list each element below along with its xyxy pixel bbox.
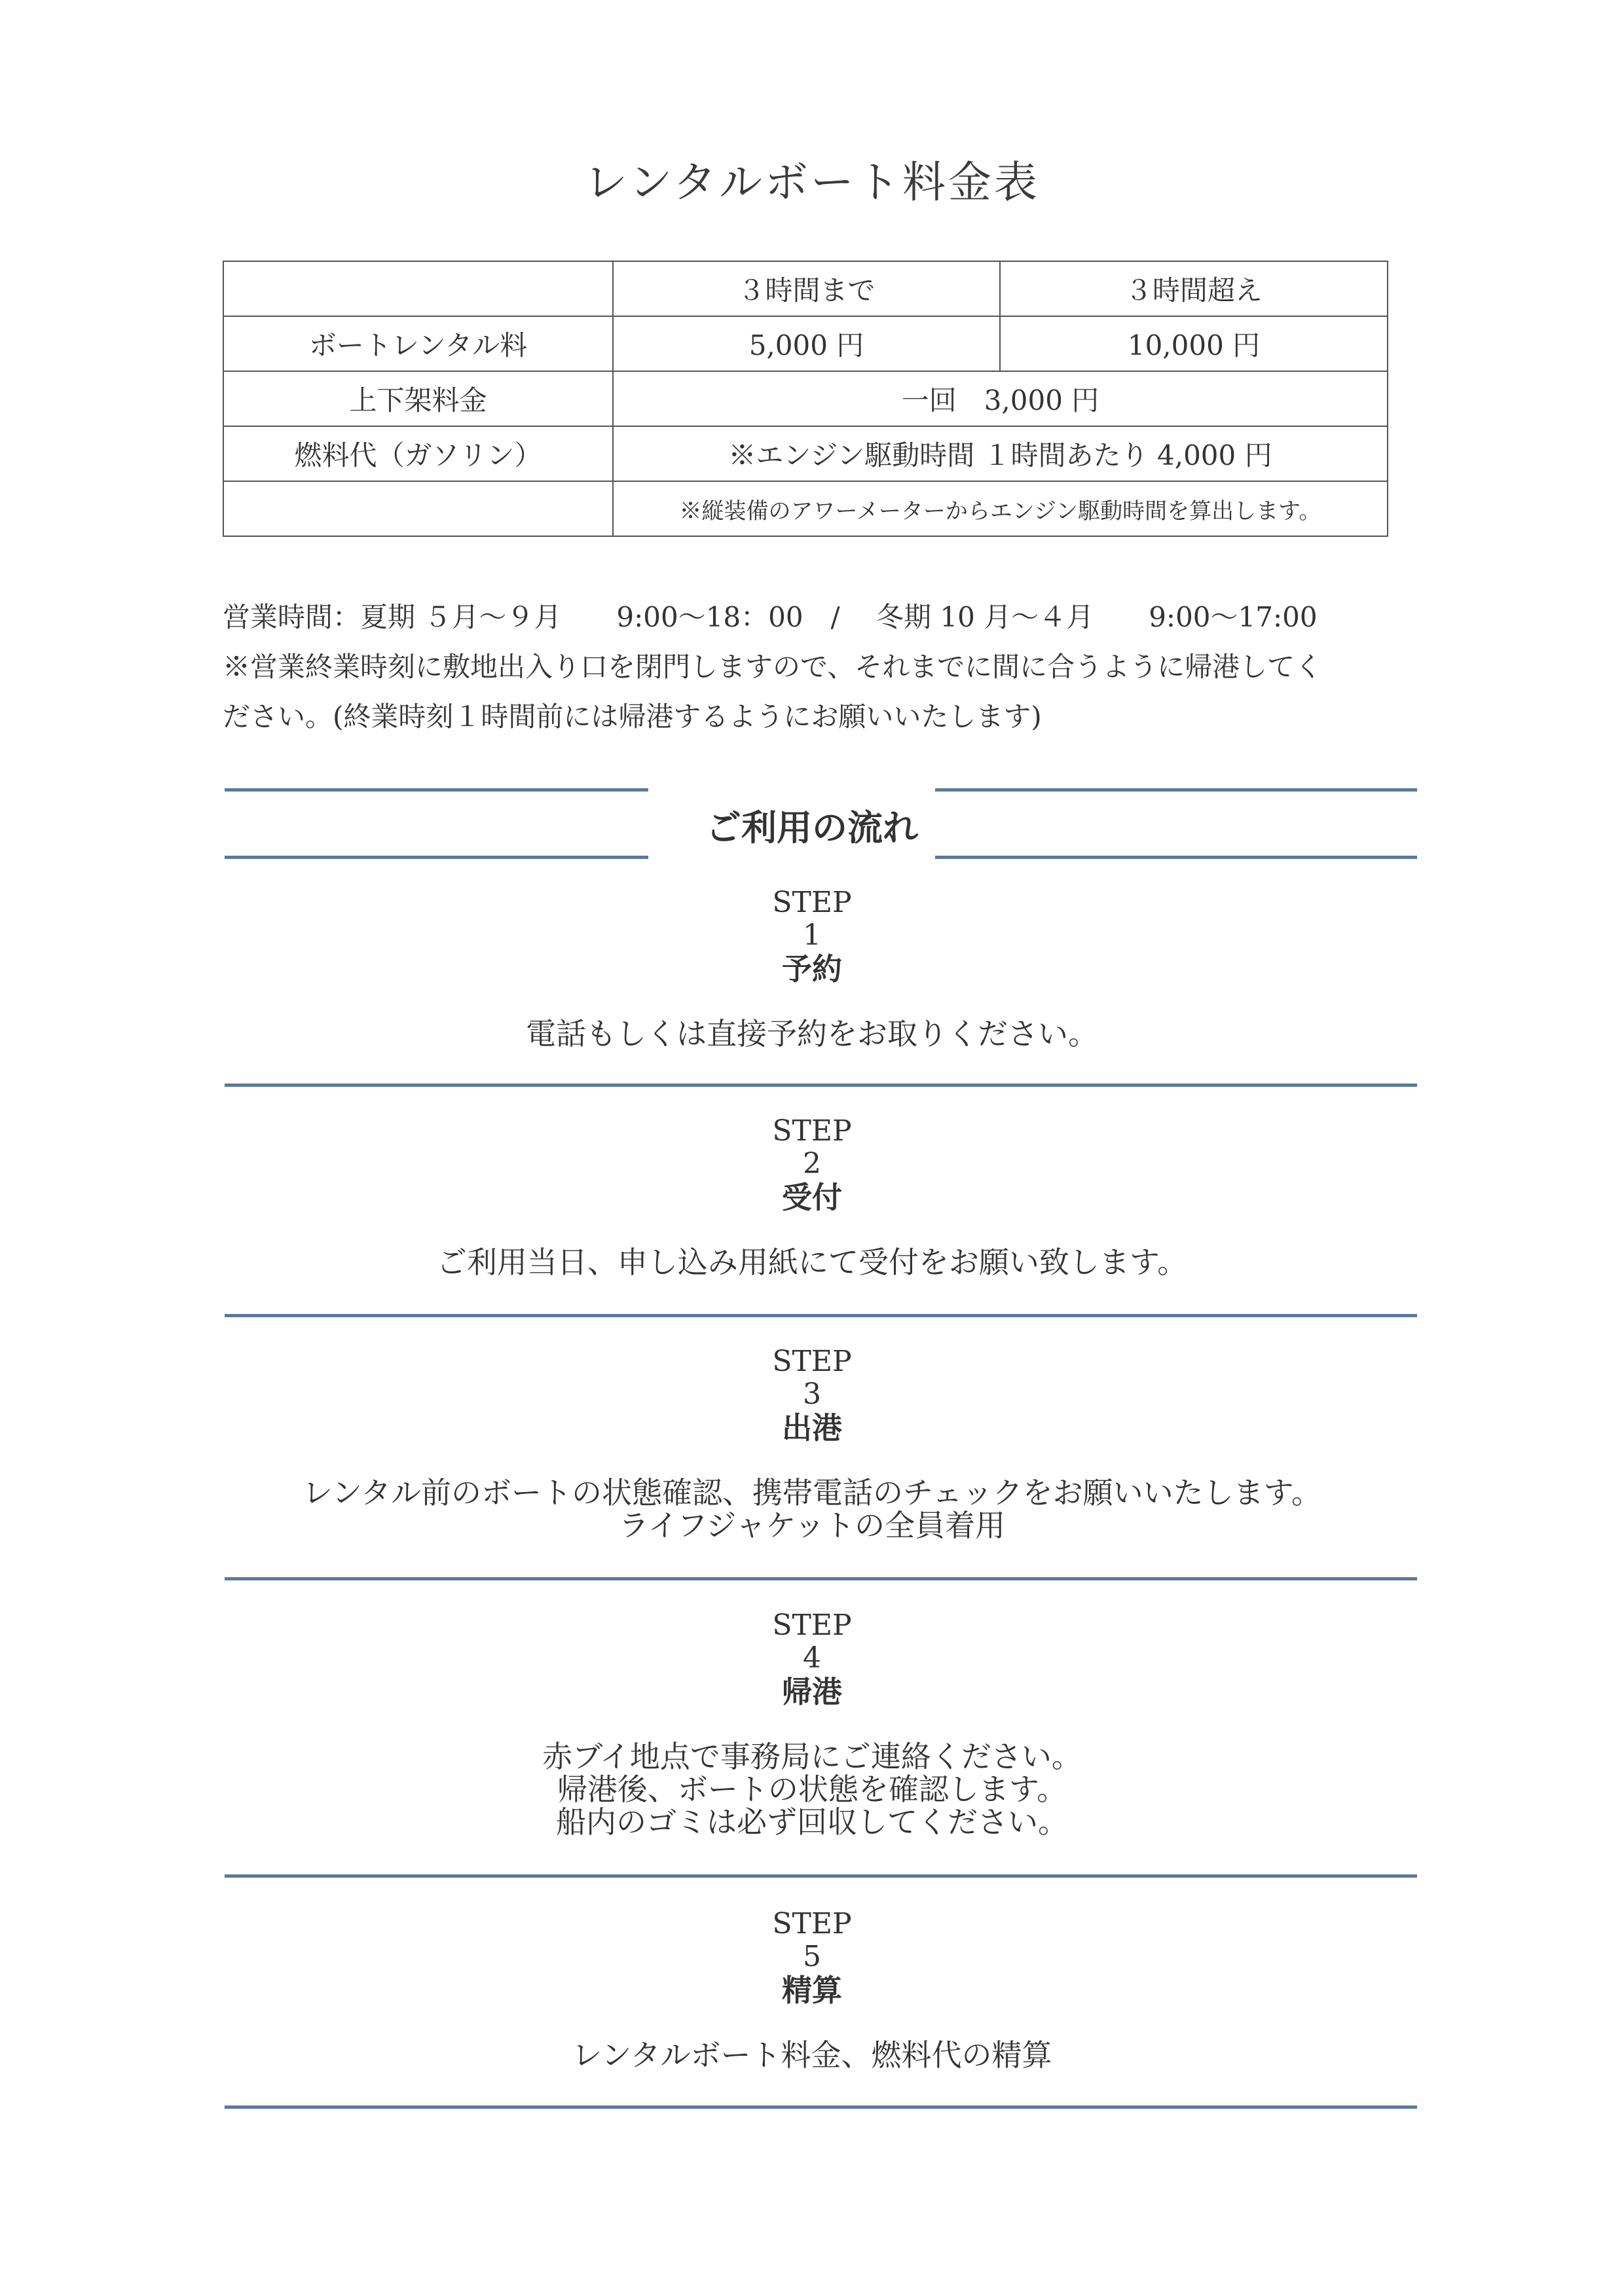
- flow-title: ご利用の流れ: [706, 807, 918, 848]
- step-5: [0, 1908, 1624, 2071]
- step-name: 出港: [782, 1410, 842, 1446]
- step-number: 1: [803, 919, 821, 952]
- step-description: レンタルボート料金、燃料代の精算: [572, 2037, 1052, 2073]
- step-4: [0, 1609, 1624, 1838]
- step-description: ご利用当日、申し込み用紙にて受付をお願い致します。: [436, 1245, 1188, 1280]
- table-row: [223, 481, 1388, 536]
- hours-note: ※営業終業時刻に敷地出入り口を閉門しますので、それまでに間に合うように帰港してく: [223, 651, 1323, 683]
- hours-line: 営業時間：夏期 ５月〜９月 9:00〜18：00 / 冬期 10 月〜４月 9:00〜17:00: [223, 601, 1318, 633]
- table-row-label: 上下架料金: [223, 371, 613, 426]
- step-name: 帰港: [782, 1674, 842, 1709]
- step-label: STEP: [772, 1907, 852, 1941]
- divider: [225, 1577, 1417, 1580]
- divider: [935, 856, 1417, 859]
- table-row-label: 燃料代（ガソリン）: [223, 426, 613, 481]
- divider: [935, 788, 1417, 792]
- table-row-label: ボートレンタル料: [223, 316, 613, 371]
- table-row: [223, 426, 1388, 481]
- table-cell: ※エンジン駆動時間 １時間あたり 4,000 円: [613, 426, 1388, 481]
- divider: [225, 2105, 1417, 2109]
- business-hours: [223, 592, 1401, 742]
- table-header-cell: ３時間超え: [1000, 261, 1388, 316]
- step-name: 受付: [782, 1180, 842, 1215]
- step-name: 精算: [782, 1973, 842, 2008]
- step-2: [0, 1115, 1624, 1279]
- table-row: [223, 261, 1388, 316]
- table-note-cell: ※縦装備のアワーメーターからエンジン駆動時間を算出します。: [613, 481, 1388, 536]
- divider: [225, 856, 648, 859]
- table-header-cell: ３時間まで: [613, 261, 1000, 316]
- divider: [225, 788, 648, 792]
- table-cell: 一回 3,000 円: [613, 371, 1388, 426]
- step-description: レンタル前のボートの状態確認、携帯電話のチェックをお願いいたします。: [303, 1475, 1321, 1510]
- step-number: 3: [803, 1377, 821, 1411]
- step-number: 4: [803, 1641, 821, 1675]
- step-description: ライフジャケットの全員着用: [618, 1508, 1006, 1543]
- table-row: [223, 371, 1388, 426]
- step-label: STEP: [772, 886, 852, 919]
- page-title: レンタルボート料金表: [584, 157, 1040, 208]
- step-description: 船内のゴミは必ず回収してください。: [556, 1804, 1068, 1840]
- table-row-label: [223, 481, 613, 536]
- step-label: STEP: [772, 1609, 852, 1642]
- step-1: [0, 886, 1624, 1050]
- step-description: 帰港後、ボートの状態を確認します。: [557, 1772, 1067, 1807]
- table-header-cell: [223, 261, 613, 316]
- price-table: [223, 261, 1388, 537]
- table-cell: 5,000 円: [613, 316, 1000, 371]
- table-row: [223, 316, 1388, 371]
- hours-note: ださい。(終業時刻１時間前には帰港するようにお願いいたします): [223, 701, 1042, 733]
- step-label: STEP: [772, 1114, 852, 1148]
- table-cell: 10,000 円: [1000, 316, 1388, 371]
- divider: [225, 1314, 1417, 1317]
- step-description: 赤ブイ地点で事務局にご連絡ください。: [542, 1739, 1082, 1774]
- divider: [225, 1874, 1417, 1878]
- step-label: STEP: [772, 1345, 852, 1378]
- step-number: 2: [803, 1147, 821, 1180]
- step-3: [0, 1345, 1624, 1542]
- divider: [225, 1084, 1417, 1087]
- step-number: 5: [803, 1940, 821, 1973]
- step-description: 電話もしくは直接予約をお取りください。: [526, 1016, 1098, 1051]
- step-name: 予約: [782, 951, 842, 987]
